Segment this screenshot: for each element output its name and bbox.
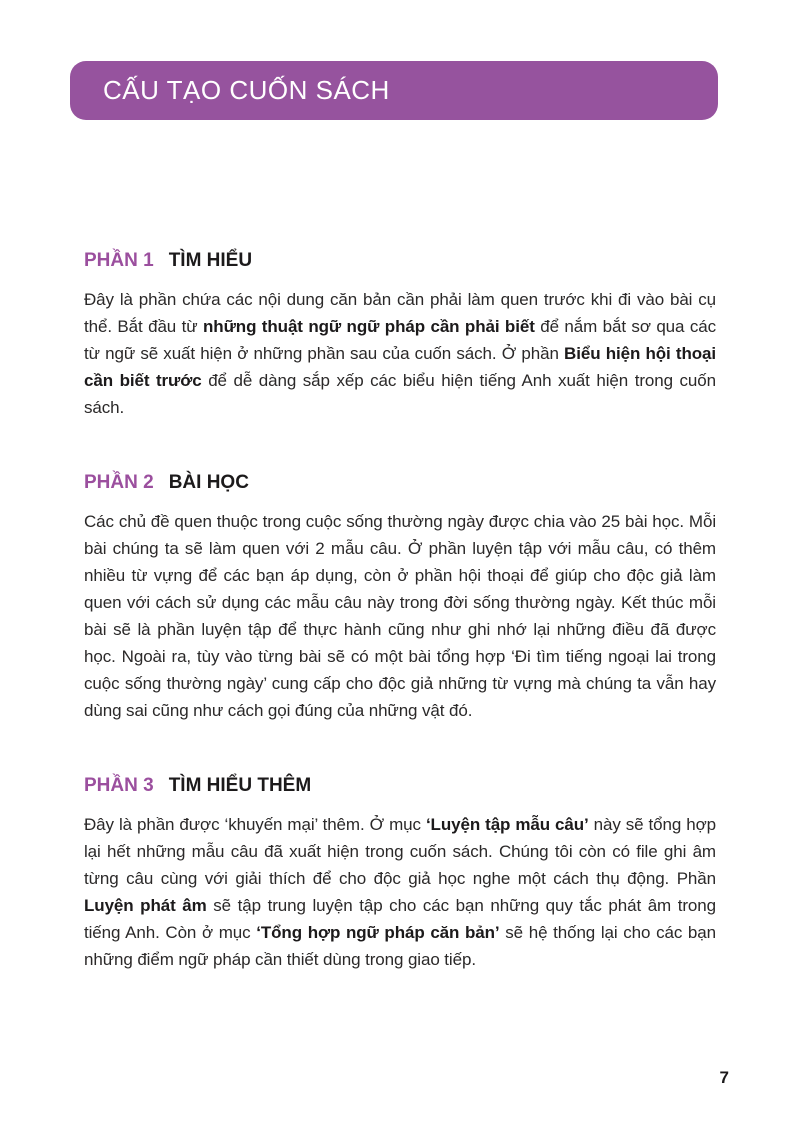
section-paragraph: Đây là phần được ‘khuyến mại’ thêm. Ở mục ‘Luyện tập mẫu câu’ này sẽ tổng hợp lại hết những mẫu câu đã xuất hiện trong cuốn sách. Chúng tôi còn có file ghi âm từng câu cùng với giải thích để cho độc giả học nghe một cách thụ động. Phần Luyện phát âm sẽ tập trung luyện tập cho các bạn những quy tắc phát âm trong tiếng Anh. Còn ở mục ‘Tổng hợp ngữ pháp căn bản’ sẽ hệ thống lại cho các bạn những điểm ngữ pháp cần thiết dùng trong giao tiếp. bbox=[84, 815, 716, 969]
section-label: PHẦN 2 bbox=[84, 472, 154, 493]
section-phan-2 bbox=[84, 470, 716, 724]
chapter-title: CẤU TẠO CUỐN SÁCH bbox=[103, 75, 390, 105]
section-heading bbox=[84, 470, 716, 495]
section-label: PHẦN 1 bbox=[84, 250, 154, 271]
section-heading bbox=[84, 248, 716, 273]
section-heading bbox=[84, 773, 716, 798]
section-paragraph: Các chủ đề quen thuộc trong cuộc sống thường ngày được chia vào 25 bài học. Mỗi bài chúng ta sẽ làm quen với 2 mẫu câu. Ở phần luyện tập với mẫu câu, có thêm nhiều từ vựng để các bạn áp dụng, còn ở phần hội thoại để giúp cho độc giả làm quen với cách sử dụng các mẫu câu này trong đời sống thường ngày. Kết thúc mỗi bài sẽ là phần luyện tập để thực hành cũng như ghi nhớ lại những điều đã được học. Ngoài ra, tùy vào từng bài sẽ có một bài tổng hợp ‘Đi tìm tiếng ngoại lai trong cuộc sống thường ngày’ cung cấp cho độc giả những từ vựng mà chúng ta vẫn hay dùng sai cũng như cách gọi đúng của những vật đó. bbox=[84, 512, 716, 720]
section-title: TÌM HIỂU THÊM bbox=[168, 775, 312, 796]
section-paragraph: Đây là phần chứa các nội dung căn bản cần phải làm quen trước khi đi vào bài cụ thể. Bắt đầu từ những thuật ngữ ngữ pháp cần phải biết để nắm bắt sơ qua các từ ngữ sẽ xuất hiện ở những phần sau của cuốn sách. Ở phần Biểu hiện hội thoại cần biết trước để dễ dàng sắp xếp các biểu hiện tiếng Anh xuất hiện trong cuốn sách. bbox=[84, 290, 717, 417]
section-phan-1 bbox=[84, 248, 716, 421]
page-content bbox=[84, 248, 716, 973]
section-label: PHẦN 3 bbox=[84, 775, 154, 796]
section-title: TÌM HIỂU bbox=[168, 250, 253, 271]
chapter-header-banner bbox=[70, 61, 718, 120]
page-number: 7 bbox=[719, 1068, 729, 1087]
section-title: BÀI HỌC bbox=[168, 472, 249, 493]
section-phan-3 bbox=[84, 773, 716, 973]
